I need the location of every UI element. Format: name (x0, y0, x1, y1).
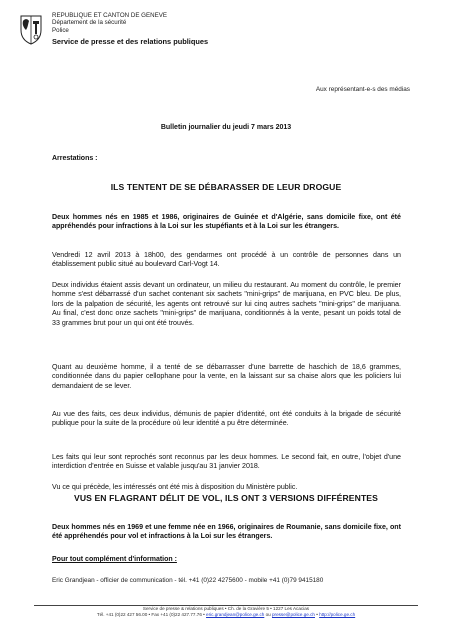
footer-website-link[interactable]: http://police.ge.ch (319, 612, 356, 617)
footer-separator-bullet: • (314, 612, 320, 617)
org-line-police: Police (52, 26, 69, 34)
story1-paragraph-4: Au vue des faits, ces deux individus, démunis de papier d'identité, ont été conduits à la brigade de sécurité publique pour la suite de la procédure où leur identité a pu être déterminée. (52, 410, 401, 428)
geneva-coat-of-arms-icon (20, 13, 42, 45)
story1-paragraph-2: Deux individus étaient assis devant un ordinateur, un milieu du restaurant. Au moment du contrôle, le premier homme s'est débarrassé d'un sachet contenant six sachets "mini-grips" de marijuana, en PVC bleu. De plus, lors de la palpation de sécurité, les agents ont retrouvé sur lui cinq autres sachets "mini-grips" de marijuana. Au final, c'est donc onze sachets "mini-grips" de marijuana, conditionnés à la vente, pesant un poids total de 33 grammes brut pour un qui ont été trouvés. (52, 281, 401, 327)
footer-address: Service de presse & relations publiques • Ch. de la Gravière 5 • 1227 Les Acacias (142, 606, 310, 611)
story1-headline: ILS TENTENT DE SE DÉBARASSER DE LEUR DROGUE (110, 182, 342, 192)
story1-paragraph-3: Quant au deuxième homme, il a tenté de se débarrasser d'une barrette de haschich de 18,6 grammes, conditionnée dans du papier cellophane pour la vente, en la laissant sur sa chaise alors que les policiers lui demandaient de se lever. (52, 363, 401, 390)
org-line-department: Département de la sécurité (52, 19, 127, 27)
section-label: Arrestations : (52, 155, 98, 162)
footer-email-link-grandjean[interactable]: eric.grandjean@police.ge.ch (206, 612, 265, 617)
contact-heading: Pour tout complément d'information : (52, 556, 177, 563)
org-line-republic: REPUBLIQUE ET CANTON DE GENEVE (52, 12, 167, 19)
footer-email-link-presse[interactable]: presse@police.ge.ch (272, 612, 315, 617)
contact-line: Eric Grandjean - officier de communication - tél. +41 (0)22 4275600 - mobile +41 (0)79 9415180 (52, 577, 324, 584)
story1-paragraph-5: Les faits qui leur sont reprochés sont reconnus par les deux hommes. Le second fait, en outre, l'objet d'une interdiction d'entrée en Suisse et valable jusqu'au 31 janvier 2018. (52, 453, 401, 471)
recipient-line: Aux représentant-e-s des médias (315, 86, 410, 93)
organization-header (52, 12, 167, 34)
story1-paragraph-1: Vendredi 12 avril 2013 à 18h00, des gendarmes ont procédé à un contrôle de personnes dans un établissement public situé au boulevard Carl-Vogt 14. (52, 251, 401, 269)
story2-lead: Deux hommes nés en 1969 et une femme née en 1966, originaires de Roumanie, sans domicile fixe, ont été appréhendés pour vol et infractions à la Loi sur les étrangers. (52, 523, 401, 541)
footer-phone-fax: Tél. +41 (0)22 427 56.00 • Fax +41 (0)22 427.77.76 • (96, 612, 207, 617)
story1-paragraph-6: Vu ce qui précède, les intéressés ont été mis à disposition du Ministère public. (52, 483, 298, 491)
bulletin-title: Bulletin journalier du jeudi 7 mars 2013 (160, 124, 292, 131)
service-name: Service de presse et des relations publiques (52, 37, 209, 46)
story1-lead: Deux hommes nés en 1985 et 1986, originaires de Guinée et d'Algérie, sans domicile fixe, ont été appréhendés pour infractions à la Loi sur les stupéfiants et à la Loi sur les étrangers. (52, 213, 401, 231)
story2-headline: VUS EN FLAGRANT DÉLIT DE VOL, ILS ONT 3 VERSIONS DIFFÉRENTES (74, 493, 378, 503)
footer-separator-or: ou (264, 612, 272, 617)
footer-contact-line (0, 612, 452, 618)
